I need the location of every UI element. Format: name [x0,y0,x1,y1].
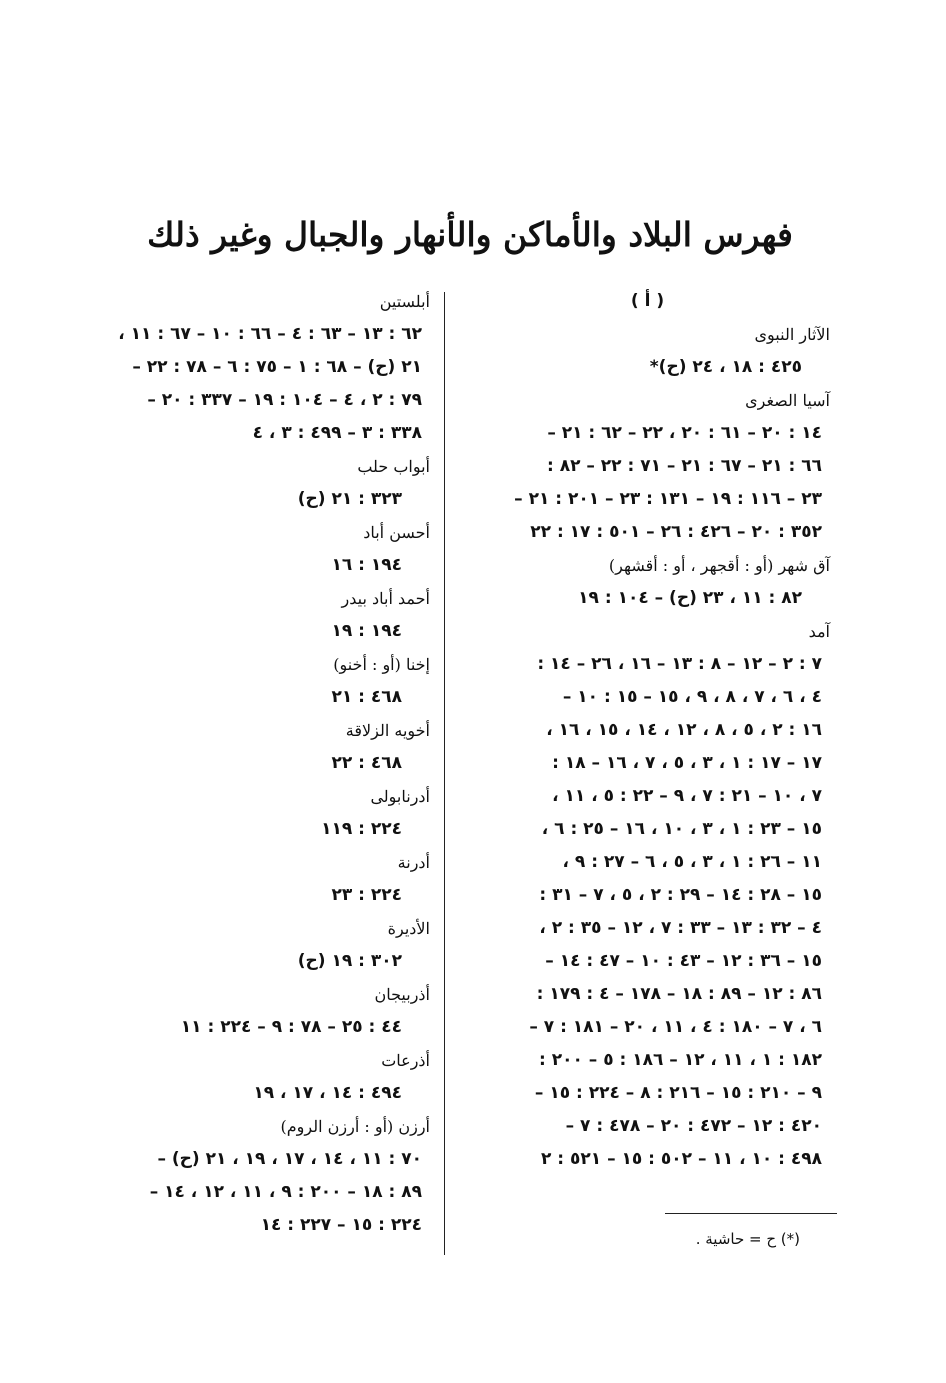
entry-references: ٤ ، ٦ ، ٧ ، ٨ ، ٩ ، ١٥ – ١٥ : ١٠ – [562,687,822,707]
entry-list [455,318,830,1176]
index-entry [55,846,430,912]
index-column-right [455,285,830,1176]
entry-name: آمد [808,622,830,641]
entry-references: ٢٢٤ : ١٥ – ٢٢٧ : ١٤ [260,1215,422,1235]
index-entry [455,318,830,384]
entry-name: أذرعات [381,1051,430,1070]
entry-references: ٤٩٨ : ١٠ ، ١١ – ٥٠٢ : ١٥ – ٥٢١ : ٢ [540,1149,822,1169]
section-letter: ( أ ) [630,291,665,311]
index-entry [55,780,430,846]
entry-references: ٤٢٥ : ١٨ ، ٢٤ (ح)* [649,357,802,377]
entry-references: ٣٠٢ : ١٩ (ح) [297,951,402,971]
entry-references: ٧ ، ١٠ – ٢١ : ٧ ، ٩ – ٢٢ : ٥ ، ١١ ، [552,786,822,806]
entry-references: ٤٢٠ : ١٢ – ٤٧٢ : ٢٠ – ٤٧٨ : ٧ – [565,1116,822,1136]
index-entry [55,516,430,582]
index-entry [55,450,430,516]
entry-name: آق شهر (أو : أقجهر ، أو : أقشهر) [608,556,830,575]
entry-name: أبواب حلب [357,457,430,476]
index-entry [55,1110,430,1242]
entry-references: ٤٦٨ : ٢٢ [331,753,402,773]
entry-references: ١٥ – ٢٨ : ١٤ – ٢٩ : ٢ ، ٥ ، ٧ – ٣١ : [539,885,822,905]
entry-name: أدرنابولى [370,787,430,806]
entry-references: ٤٦٨ : ٢١ [331,687,402,707]
entry-name: أدرنة [397,853,430,872]
entry-name: أحسن أباد [363,523,430,542]
column-divider [444,292,445,1255]
footnote-rule [665,1213,837,1214]
entry-references: ٢٢٤ : ١١٩ [321,819,402,839]
entry-references: ١٩٤ : ١٦ [331,555,402,575]
entry-references: ١٤ : ٢٠ – ٦١ : ٢٠ ، ٢٢ – ٦٢ : ٢١ – [547,423,822,443]
index-entry [55,978,430,1044]
entry-name: أخويه الزلاقة [345,721,430,740]
entry-references: ٦٢ : ١٣ – ٦٣ : ٤ – ٦٦ : ١٠ – ٦٧ : ١١ ، [118,324,422,344]
entry-references: ٨٦ : ١٢ – ٨٩ : ١٨ – ١٧٨ – ٤ : ١٧٩ : [536,984,822,1004]
entry-name: إخنا (أو : أخنو) [333,655,430,674]
entry-references: ٢٣ – ١١٦ : ١٩ – ١٣١ : ٢٣ – ٢٠١ : ٢١ – [514,489,822,509]
entry-name: أبلستين [379,292,430,311]
entry-references: ٧ : ٢ – ١٢ – ٨ : ١٣ – ١٦ ، ٢٦ – ١٤ : [537,654,822,674]
entry-references: ٤٤ : ٢٥ – ٧٨ : ٩ – ٢٢٤ : ١١ [180,1017,402,1037]
entry-references: ٧٠ : ١١ ، ١٤ ، ١٧ ، ١٩ ، ٢١ (ح) – [157,1149,422,1169]
entry-references: ٦ ، ٧ – ١٨٠ : ٤ ، ١١ ، ٢٠ – ١٨١ : ٧ – [529,1017,822,1037]
entry-name: آسيا الصغرى [745,391,830,410]
entry-list [55,285,430,1242]
index-entry [455,549,830,615]
index-entry [55,648,430,714]
entry-references: ١٩٤ : ١٩ [331,621,402,641]
entry-references: ٣٥٢ : ٢٠ – ٤٢٦ : ٢٦ – ٥٠١ : ١٧ : ٢٢ [530,522,822,542]
entry-references: ١١ – ٢٦ : ١ ، ٣ ، ٥ ، ٦ – ٢٧ : ٩ ، [562,852,822,872]
entry-references: ٩ – ٢١٠ : ١٥ – ٢١٦ : ٨ – ٢٢٤ : ١٥ – [534,1083,822,1103]
index-entry [55,1044,430,1110]
entry-name: الآثار النبوى [754,325,830,344]
entry-references: ١٥ – ٢٣ : ١ ، ٣ ، ١٠ ، ١٦ – ٢٥ : ٦ ، [541,819,822,839]
page-title: فهرس البلاد والأماكن والأنهار والجبال وغير ذلك [147,215,793,254]
entry-references: ١٥ – ٣٦ : ١٢ – ٤٣ : ١٠ – ٤٧ : ١٤ – [545,951,822,971]
entry-references: ٨٩ : ١٨ – ٢٠٠ : ٩ ، ١١ ، ١٢ ، ١٤ – [149,1182,422,1202]
index-entry [55,285,430,450]
index-entry [455,615,830,1176]
entry-references: ٤ – ٣٢ : ١٣ – ٣٣ : ٧ ، ١٢ – ٣٥ : ٢ ، [539,918,822,938]
index-entry [55,714,430,780]
index-entry [455,384,830,549]
index-column-left [55,285,430,1242]
entry-references: ٣٣٨ : ٣ – ٤٩٩ : ٣ ، ٤ [252,423,422,443]
entry-name: أحمد أباد بيدر [341,589,430,608]
entry-references: ٢٢٤ : ٢٣ [331,885,402,905]
footnote: (*) ح = حاشية . [695,1230,800,1248]
entry-references: ١٦ : ٢ ، ٥ ، ٨ ، ١٢ ، ١٤ ، ١٥ ، ١٦ ، [546,720,822,740]
index-entry [55,582,430,648]
entry-references: ١٧ – ١٧ : ١ ، ٣ ، ٥ ، ٧ ، ١٦ – ١٨ : [552,753,822,773]
entry-name: الأديرة [387,919,430,938]
entry-references: ٦٦ : ٢١ – ٦٧ : ٢١ – ٧١ : ٢٢ – ٨٢ : [546,456,822,476]
entry-name: أرزن (أو : أرزن الروم) [280,1117,430,1136]
entry-references: ١٨٢ : ١ ، ١١ ، ١٢ – ١٨٦ : ٥ – ٢٠٠ : [538,1050,822,1070]
entry-references: ٨٢ : ١١ ، ٢٣ (ح) – ١٠٤ : ١٩ [578,588,802,608]
entry-references: ٧٩ : ٢ ، ٤ – ١٠٤ : ١٩ – ٣٣٧ : ٢٠ – [147,390,422,410]
entry-references: ٢١ (ح) – ٦٨ : ١ – ٧٥ : ٦ – ٧٨ : ٢٢ – [132,357,422,377]
entry-references: ٣٢٣ : ٢١ (ح) [297,489,402,509]
index-entry [55,912,430,978]
entry-references: ٤٩٤ : ١٤ ، ١٧ ، ١٩ [253,1083,402,1103]
entry-name: أذربيجان [374,985,430,1004]
